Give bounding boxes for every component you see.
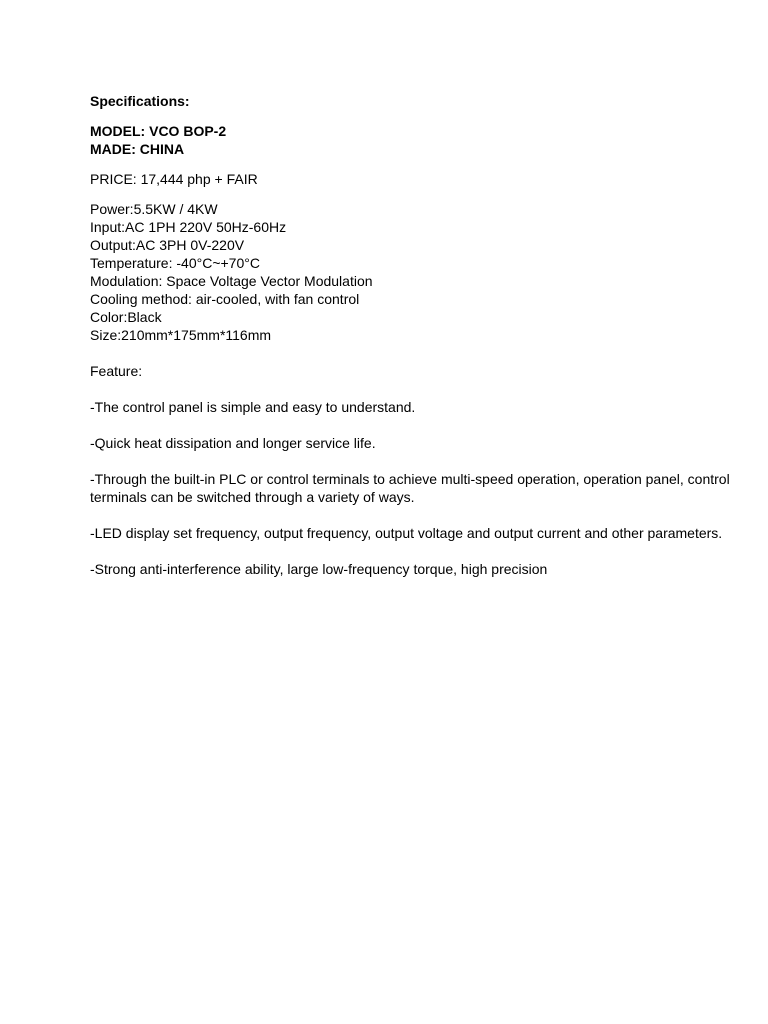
price-line: PRICE: 17,444 php + FAIR — [90, 171, 258, 187]
spec-size: Size:210mm*175mm*116mm — [90, 327, 272, 343]
feature-item: -The control panel is simple and easy to understand. — [90, 399, 416, 415]
spec-cooling: Cooling method: air-cooled, with fan control — [90, 291, 360, 307]
spec-temperature: Temperature: -40°C~+70°C — [90, 255, 260, 271]
spec-modulation: Modulation: Space Voltage Vector Modulation — [90, 273, 373, 289]
feature-item: -LED display set frequency, output frequency, output voltage and output current and other parameters. — [90, 525, 723, 541]
spec-input: Input:AC 1PH 220V 50Hz-60Hz — [90, 219, 287, 235]
spec-list — [90, 200, 730, 344]
made-line: MADE: CHINA — [90, 141, 185, 157]
feature-item: -Through the built-in PLC or control terminals to achieve multi-speed operation, operation panel, control terminals can be switched through a variety of ways. — [90, 471, 730, 505]
specifications-heading: Specifications: — [90, 93, 190, 109]
spec-color: Color:Black — [90, 309, 162, 325]
feature-item: -Strong anti-interference ability, large low-frequency torque, high precision — [90, 561, 548, 577]
model-block — [90, 122, 730, 158]
spec-power: Power:5.5KW / 4KW — [90, 201, 218, 217]
feature-label: Feature: — [90, 363, 143, 379]
model-line: MODEL: VCO BOP-2 — [90, 123, 227, 139]
feature-item: -Quick heat dissipation and longer service life. — [90, 435, 376, 451]
document-page — [90, 92, 730, 596]
spec-output: Output:AC 3PH 0V-220V — [90, 237, 245, 253]
